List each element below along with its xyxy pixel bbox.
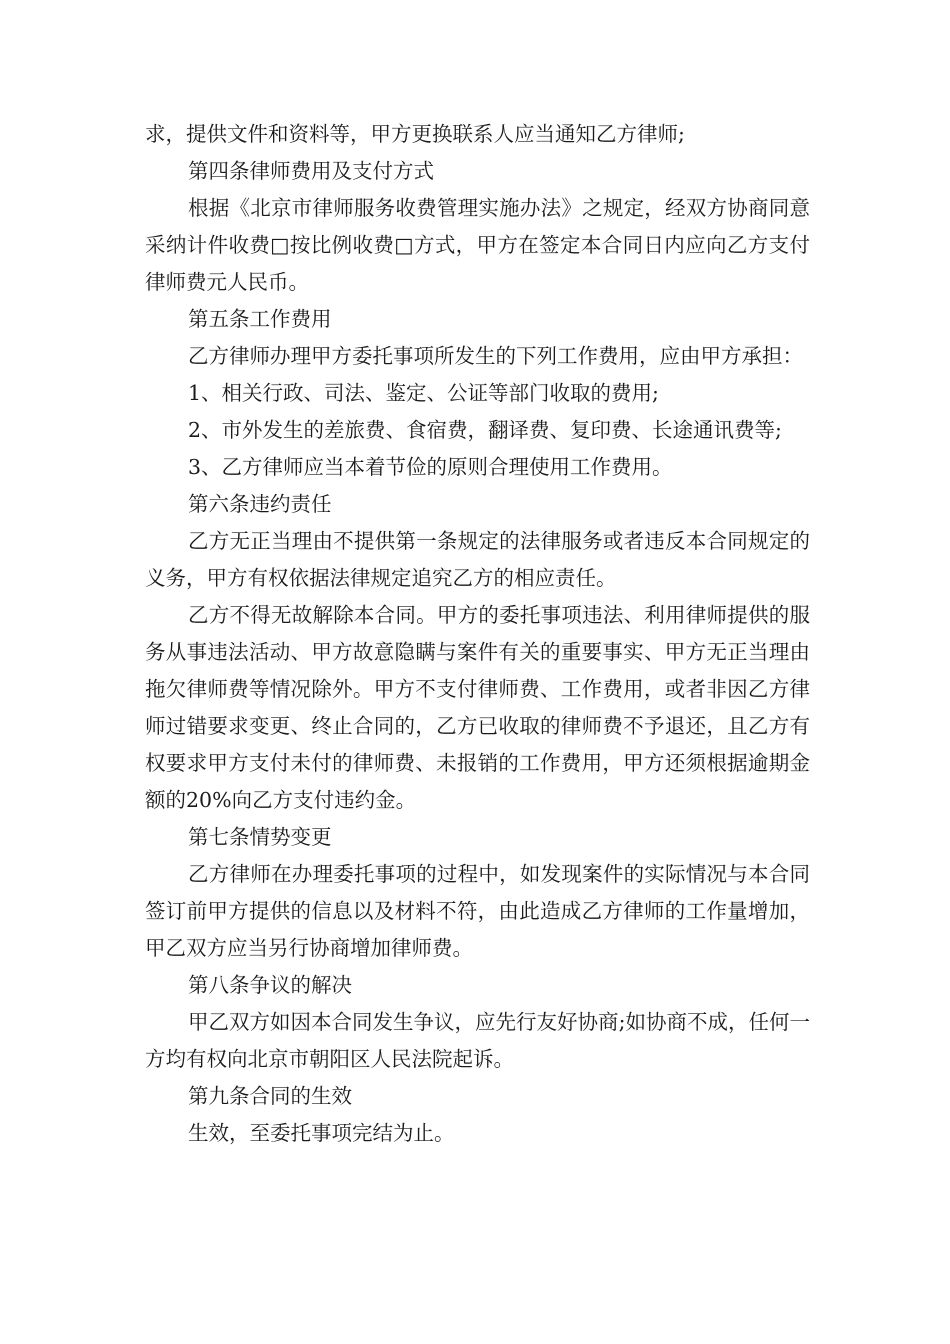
- article-5-paragraph: 乙方律师办理甲方委托事项所发生的下列工作费用，应由甲方承担：: [188, 344, 803, 368]
- article-9-heading: 第九条合同的生效: [188, 1084, 352, 1108]
- article-4-paragraph: 根据《北京市律师服务收费管理实施办法》之规定，经双方协商同意采纳计件收费□按比例收费□方式，甲方在签定本合同日内应向乙方支付律师费元人民币。: [145, 196, 810, 294]
- article-5-item-2: 2、市外发生的差旅费、食宿费，翻译费、复印费、长途通讯费等;: [188, 418, 782, 442]
- article-5-item-3: 3、乙方律师应当本着节俭的原则合理使用工作费用。: [188, 455, 673, 479]
- article-7-heading: 第七条情势变更: [188, 825, 332, 849]
- article-5-item-1: 1、相关行政、司法、鉴定、公证等部门收取的费用;: [188, 381, 659, 405]
- article-8-paragraph: 甲乙双方如因本合同发生争议，应先行友好协商;如协商不成，任何一方均有权向北京市朝阳区人民法院起诉。: [145, 1010, 810, 1071]
- article-6-paragraph-1: 乙方无正当理由不提供第一条规定的法律服务或者违反本合同规定的义务，甲方有权依据法律规定追究乙方的相应责任。: [145, 529, 810, 590]
- article-9-paragraph: 生效，至委托事项完结为止。: [188, 1121, 455, 1145]
- article-5-heading: 第五条工作费用: [188, 307, 332, 331]
- article-8-heading: 第八条争议的解决: [188, 973, 352, 997]
- article-6-heading: 第六条违约责任: [188, 492, 332, 516]
- paragraph-continuation: 求，提供文件和资料等，甲方更换联系人应当通知乙方律师;: [145, 122, 685, 146]
- article-4-heading: 第四条律师费用及支付方式: [188, 159, 434, 183]
- article-7-paragraph: 乙方律师在办理委托事项的过程中，如发现案件的实际情况与本合同签订前甲方提供的信息以及材料不符，由此造成乙方律师的工作量增加，甲乙双方应当另行协商增加律师费。: [145, 862, 810, 960]
- article-6-paragraph-2: 乙方不得无故解除本合同。甲方的委托事项违法、利用律师提供的服务从事违法活动、甲方故意隐瞒与案件有关的重要事实、甲方无正当理由拖欠律师费等情况除外。甲方不支付律师费、工作费用，或者非因乙方律师过错要求变更、终止合同的，乙方已收取的律师费不予退还，且乙方有权要求甲方支付未付的律师费、未报销的工作费用，甲方还须根据逾期金额的20%向乙方支付违约金。: [145, 603, 810, 812]
- document-body: [145, 116, 810, 1152]
